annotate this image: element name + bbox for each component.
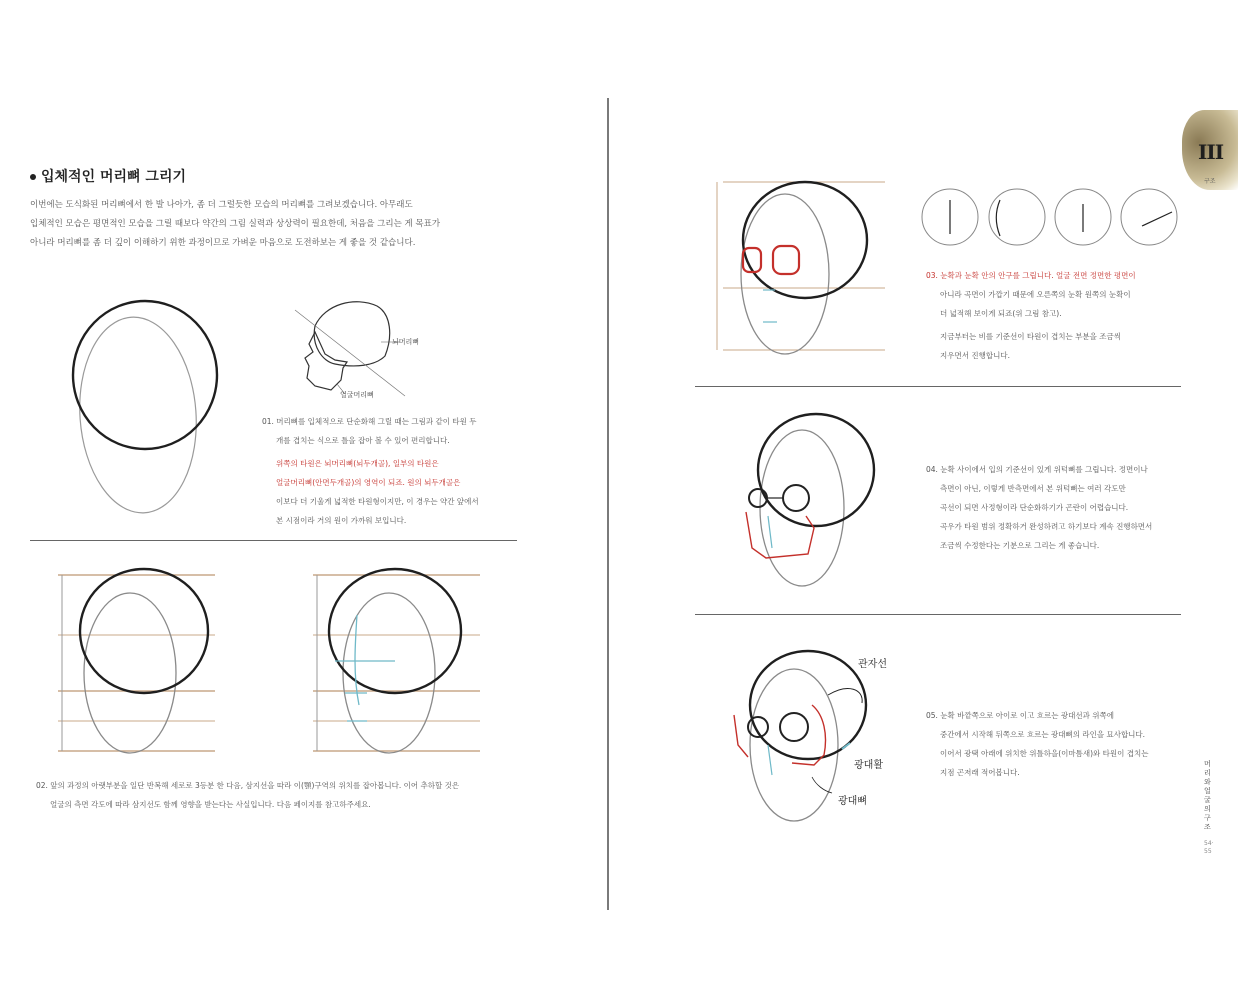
- chapter-numeral: III: [1198, 140, 1224, 164]
- chapter-subtitle: 구조: [1204, 178, 1216, 185]
- intro-line: 이번에는 도식화된 머리뼈에서 한 발 나아가, 좀 더 그럴듯한 모습의 머리뼈를 그려보겠습니다. 아무래도: [30, 200, 413, 210]
- upper-jaw-sketch: [738, 408, 888, 588]
- zygomatic-label: 광대뼈: [838, 796, 867, 807]
- intro-paragraph: [30, 196, 520, 253]
- face-region: [305, 332, 347, 390]
- two-oval-sketch: [60, 295, 230, 510]
- temporal-line-label: 관자선: [858, 659, 887, 670]
- step-02-caption: 02. 앞의 과정의 아랫부분을 일단 반복해 세로로 3등분 한 다음, 삼지선을 따라 이(顎)구역의 위치를 잡아봅니다. 이어 추하할 것은 얼굴의 측면 각도에 따라 삼지선도 함께 영향을 받는다는 사실입니다. 다음 페이지를 참고하주세요.: [36, 781, 460, 809]
- zygomatic-arch-label: 광대활: [854, 760, 883, 771]
- intro-line: 아니라 머리뼈를 좀 더 깊이 이해하기 위한 과정이므로 가벼운 마음으로 도전하보는 게 좋을 것 같습니다.: [30, 238, 416, 248]
- right-divider-2: [695, 614, 1181, 615]
- section-title: 입체적인 머리뼈 그리기: [30, 166, 186, 186]
- guideline-sketch-a: [40, 565, 220, 755]
- step-04-caption: 04. 눈확 사이에서 입의 기준선이 있게 위턱뼈를 그립니다. 정면이나 측면이 아닌, 이렇게 반측면에서 본 위턱뼈는 여러 각도만 곡선이 되면 사정형이라 단순화하기가 곤란이 어렵습니다. 곡우가 타원 범위 정확하거 완성하려고 하기보다 계속 진행하면서 조금씩 수정한다는 기분으로 그리는 게 좋습니다.: [926, 465, 1153, 550]
- guideline-sketch-b: [295, 565, 480, 755]
- running-title: 머리와 얼굴의 구조: [1204, 760, 1211, 831]
- step-05-caption: 05. 눈확 바깥쪽으로 아이로 이고 흐르는 광대선과 위쪽에 중간에서 시작해 뒤쪽으로 흐르는 광대뼈의 라인을 묘사합니다. 이어서 광택 아래에 위치한 위틀하을(이마틈새)와 타원이 겹치는 지점 곤저래 적어봅니다.: [926, 711, 1149, 777]
- book-gutter: [607, 98, 609, 910]
- left-divider: [30, 540, 517, 541]
- bullet-icon: [30, 174, 36, 180]
- eye-socket-sketch: [705, 178, 885, 358]
- page-folio: 54·55: [1204, 840, 1214, 855]
- right-divider-1: [695, 386, 1181, 387]
- face-skull-label: 얼굴머리뼈: [340, 391, 374, 399]
- eyeball-spheres: [920, 186, 1180, 248]
- cranium-label: 뇌머리뼈: [392, 338, 420, 346]
- step-03-caption: 03. 눈확과 눈확 안의 안구를 그립니다. 얼굴 전면 정면한 평면이 아니라 곡면이 가깝기 때문에 오른쪽의 눈확 원쪽의 눈확이 더 넓적해 보이게 되죠(위 그림 참고). 지금부터는 비를 기준선이 타원이 겹치는 부분을 조금씩 지우면서 진행합니다.: [926, 271, 1136, 360]
- intro-line: 입체적인 모습은 평면적인 모습을 그릴 때보다 약간의 그림 실력과 상상력이 필요한데, 처음을 그리는 게 목표가: [30, 219, 441, 229]
- step-01-caption: 01. 머리뼈를 입체적으로 단순화해 그릴 때는 그림과 같이 타원 두 개를 겹치는 식으로 틀을 잡아 볼 수 있어 편리합니다. 위쪽의 타원은 뇌머리뼈(뇌두개골), 일부의 타원은 얼굴머리뼈(안면두개골)의 영역이 되죠. 원의 뇌두개골은 이보다 더 기울게 넓적한 타원형이지만, 이 경우는 약간 앞에서 본 시점이라 거의 원이 가까워 보입니다.: [262, 417, 479, 525]
